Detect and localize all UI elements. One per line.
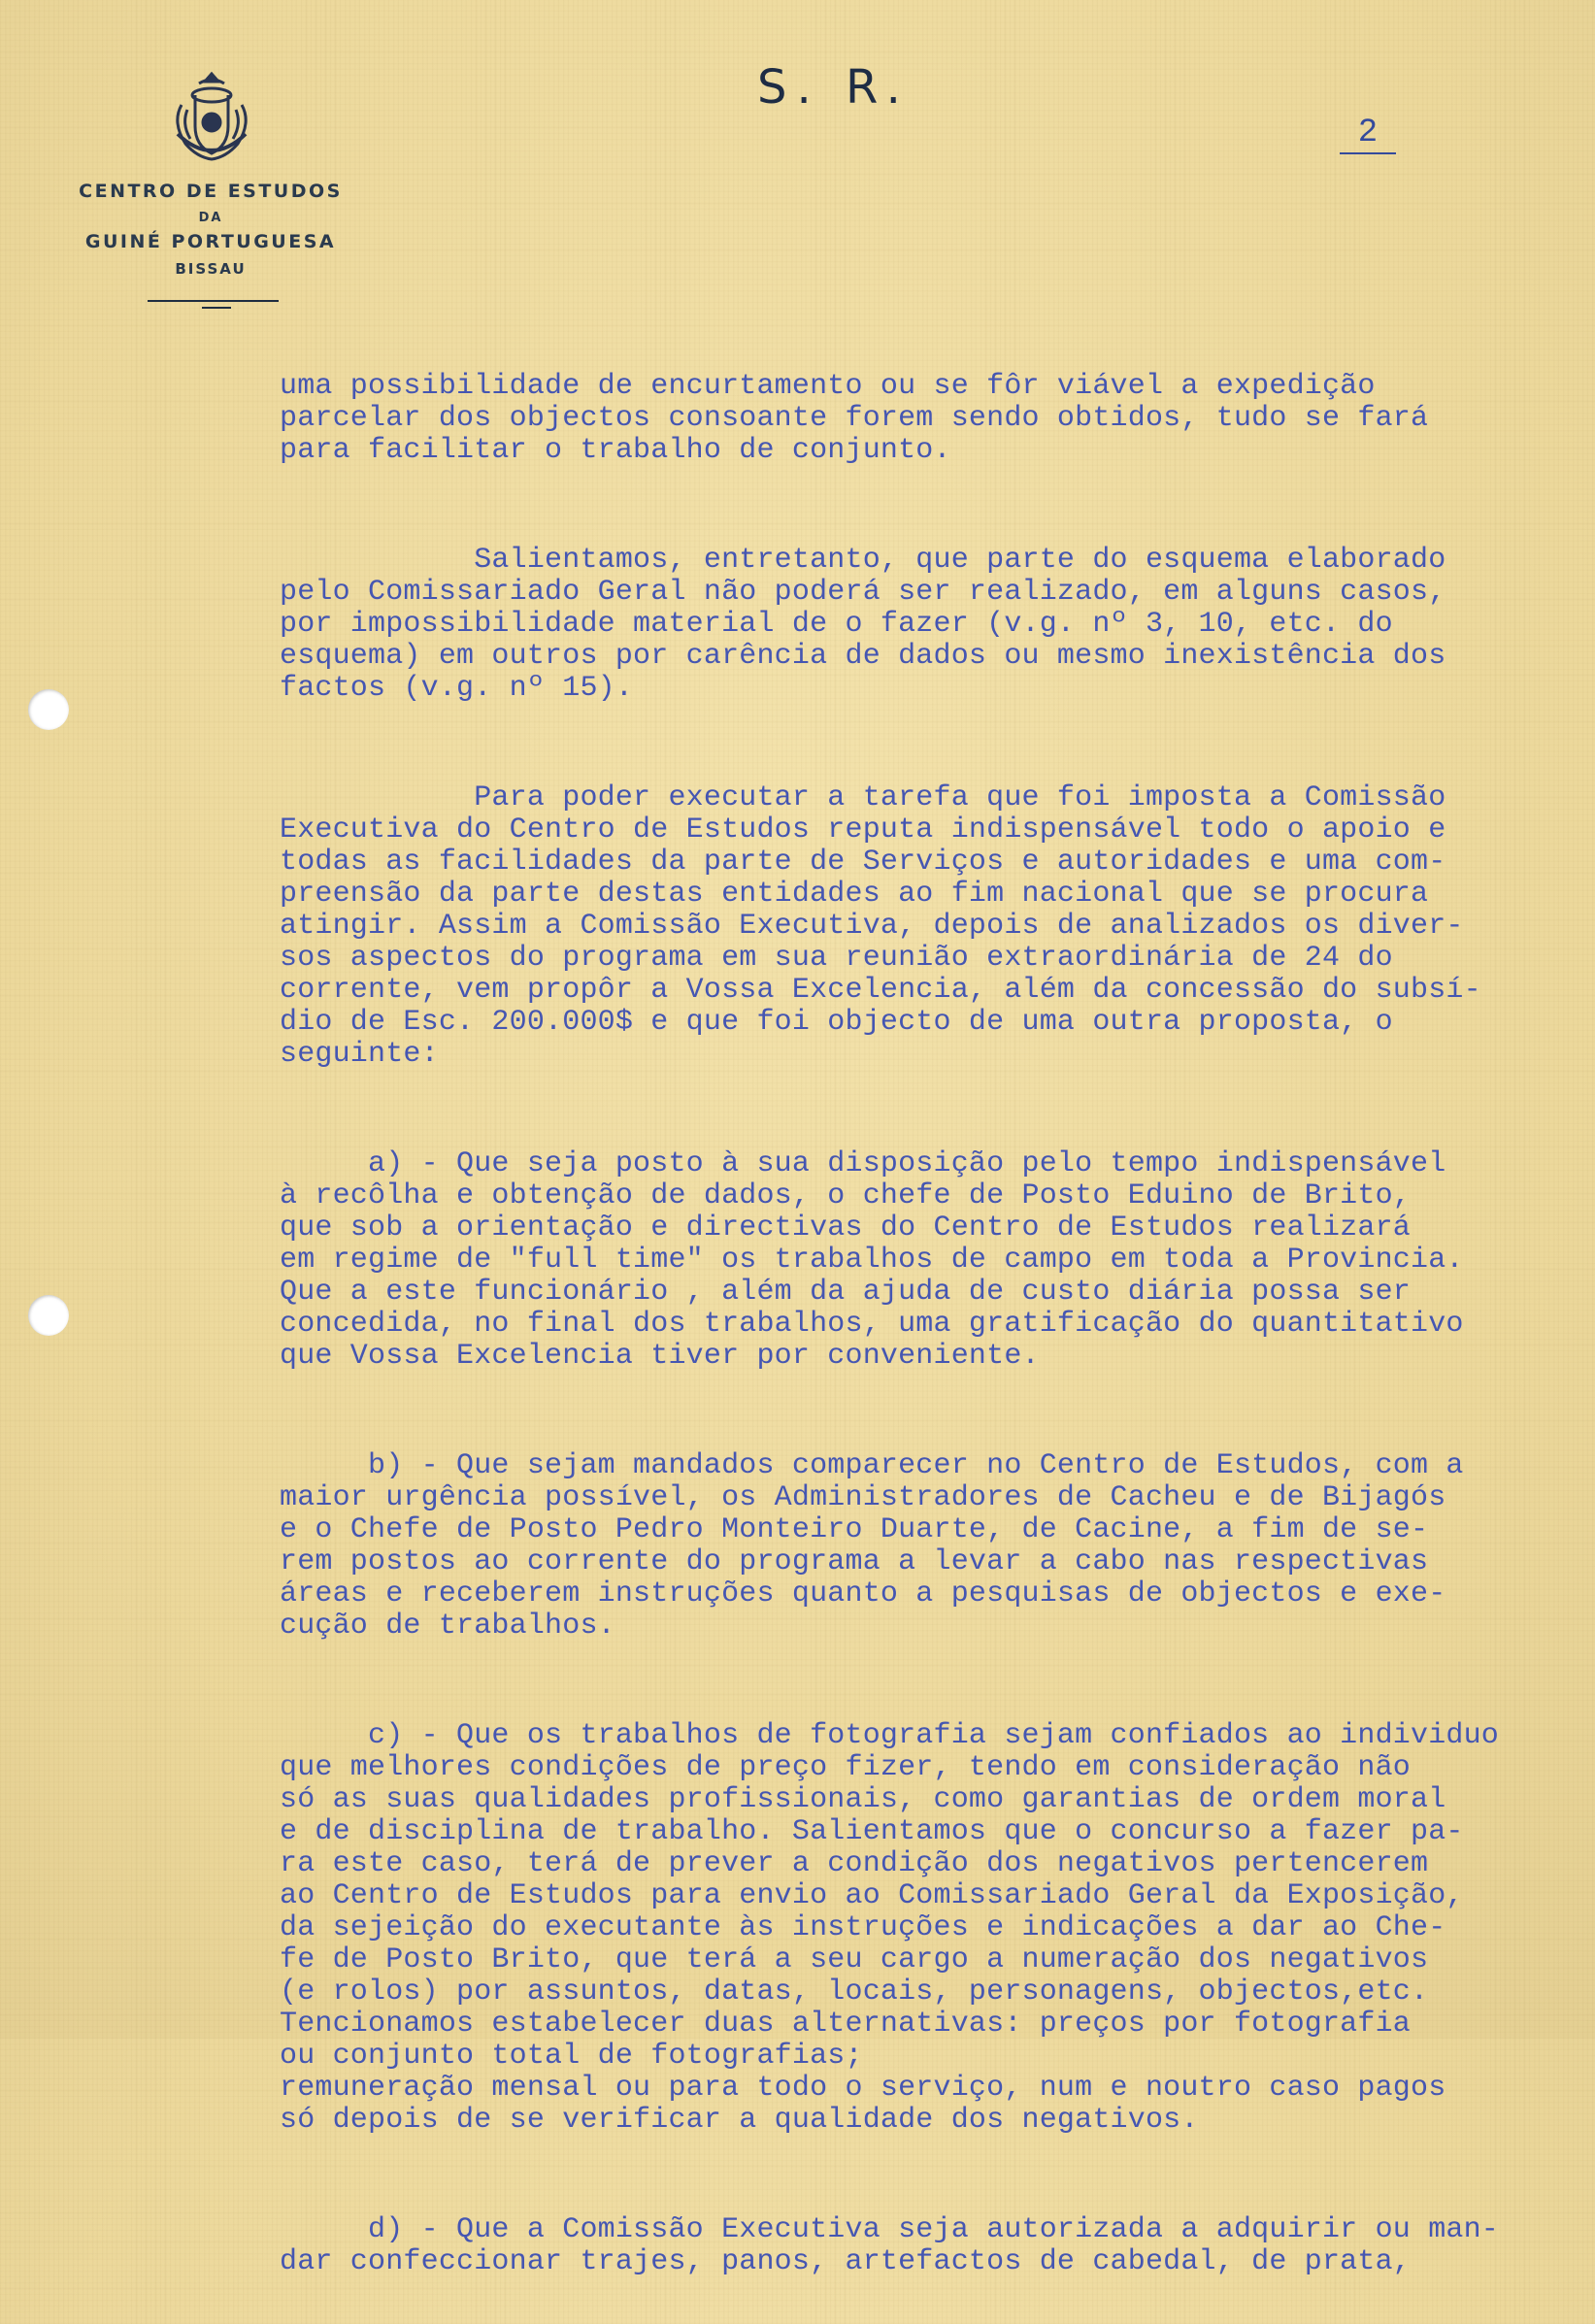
letterhead-region: GUINÉ PORTUGUESA — [84, 231, 337, 252]
paragraph-item-a: a) - Que seja posto à sua disposição pelo tempo indispensável à recôlha e obtenção de dados, o chefe de Posto Eduino de Brito, que sob a orientação e directivas do Centro de Estudos realizará em regime de "full time" os trabalhos de campo em toda a Provincia. Que a este funcionário , além da ajuda de custo diária possa ser concedida, no final dos trabalhos, uma gratificação do quantitativo que Vossa Excelencia tiver por conveniente. — [280, 1147, 1464, 1373]
binder-hole-bottom — [28, 1295, 69, 1336]
paragraph-continuation: uma possibilidade de encurtamento ou se fôr viável a expedição parcelar dos objectos consoante forem sendo obtidos, tudo se fará para facilitar o trabalho de conjunto. — [280, 370, 1429, 467]
paragraph-request: Para poder executar a tarefa que foi imposta a Comissão Executiva do Centro de Estudos reputa indispensável todo o apoio e todas as facilidades da parte de Serviços e autoridades e uma com- preensão da parte destas entidades ao fim nacional que se procura atingir. Assim a Comissão Executiva, depois de analizados os diver- sos aspectos do programa em sua reunião extraordinária de 24 do corrente, vem propôr a Vossa Excelencia, além da concessão do subsí- dio de Esc. 200.000$ e que foi objecto de uma outra proposta, o seguinte: — [280, 781, 1481, 1071]
letterhead-connector: DA — [198, 211, 223, 225]
letter-body — [280, 307, 1571, 2324]
classification-mark: S. R. — [757, 60, 911, 115]
letterhead — [50, 181, 371, 278]
binder-hole-top — [28, 689, 69, 730]
paragraph-item-c: c) - Que os trabalhos de fotografia sejam confiados ao individuo que melhores condições de preço fizer, tendo em consideração não só as suas qualidades profissionais, como garantias de ordem moral e de disciplina de trabalho. Salientamos que o concurso a fazer pa- ra este caso, terá de prever a condição dos negativos pertencerem ao Centro de Estudos para envio ao Comissariado Geral da Exposição, da sejeição do executante às instruções e indicações a dar ao Che- fe de Posto Brito, que terá a seu cargo a numeração dos negativos (e rolos) por assuntos, datas, locais, personagens, objectos,etc. Tencionamos estabelecer duas alternativas: preços por fotografia ou conjunto total de fotografias; remuneração mensal ou para todo o serviço, num e noutro caso pagos só depois de se verificar a qualidade dos negativos. — [280, 1719, 1500, 2137]
letterhead-divider — [148, 300, 279, 302]
page-number: 2 — [1340, 114, 1396, 154]
paragraph-item-d: d) - Que a Comissão Executiva seja autorizada a adquirir ou man- dar confeccionar trajes, panos, artefactos de cabedal, de prata, — [280, 2213, 1500, 2278]
letterhead-divider-short — [202, 307, 231, 309]
coat-of-arms-icon — [158, 66, 265, 163]
paragraph-scheme-limits: Salientamos, entretanto, que parte do esquema elaborado pelo Comissariado Geral não poderá ser realizado, em alguns casos, por impossibilidade material de o fazer (v.g. nº 3, 10, etc. do esquema) em outros por carência de dados ou mesmo inexistência dos factos (v.g. nº 15). — [280, 544, 1446, 705]
letterhead-org-name: CENTRO DE ESTUDOS — [79, 181, 343, 202]
paragraph-item-b: b) - Que sejam mandados comparecer no Centro de Estudos, com a maior urgência possível, os Administradores de Cacheu e de Bijagós e o Chefe de Posto Pedro Monteiro Duarte, de Cacine, a fim de se- rem postos ao corrente do programa a levar a cabo nas respectivas áreas e receberem instruções quanto a pesquisas de objectos e exe- cução de trabalhos. — [280, 1449, 1464, 1643]
letterhead-city: BISSAU — [175, 260, 247, 278]
